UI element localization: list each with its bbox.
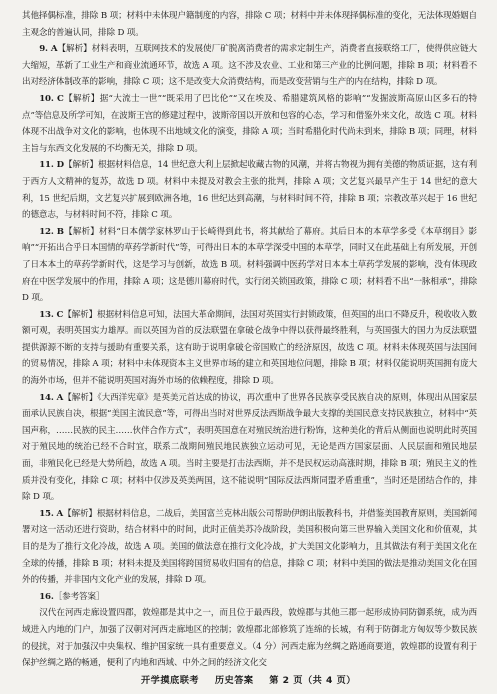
- question-number: 9. A: [39, 44, 58, 55]
- answer-paragraph: [22, 605, 477, 671]
- answer-text: 【解析】材料“日本儒学家林罗山于长崎得到此书，将其献给了幕府。其后日本的本草学多受《本草纲目》影响”“开拓出合乎日本国情的草药学新时代”等，可得出日本的本草学深受中国的本草学，同时又在此基础上有所发展，开创了日本本土的草药学新时代，这是学习与创新，故选 B 项。材料强调中医药学对日本本土草药学发展的影响，没有体现政府在中医学发展中的作用，排除 A 项；这是德川幕府时代，实行闭关锁国政策，排除 C 项；材料看不出“一脉相承”，排除 D 项。: [22, 226, 477, 304]
- answer-item: [22, 589, 477, 606]
- answer-item: [22, 91, 477, 157]
- answer-text: 【解析】《大西洋宪章》是英美元首达成的协议，再次重申了世界各民族享受民族自决的原则，体现出从国家层面承认民族自决，根据“美国主流民意”等，可得出当时对世界反法西斯战争最大支撑的美国民意支持民族独立，材料中“英国声称，……民族的民主……伙伴合作方式”，表明英国意在对殖民统治进行粉饰，这种美化的背后从侧面也说明此时英国对于殖民地的统治已经不合时宜，联系二战期间殖民地民族独立运动可见，无论是西方国家层面、人民层面和殖民地层面，非殖民化已经是大势所趋，故选 A 项。当时主要是打击法西斯，并不是民权运动高涨时期，排除 B 项；殖民主义的性质并没有变化，排除 C 项；材料中仅涉及英美两国，这不能说明“国际反法西斯同盟矛盾重重”，当时还是团结合作的，排除 D 项。: [22, 392, 477, 503]
- answer-text: 其他择偶标准，排除 B 项；材料中未体现户籍制度的内容，排除 C 项；材料中并未体现择偶标准的变化，无法体现婚姻自主观念的普遍认同，排除 D 项。: [22, 11, 477, 38]
- answer-content: [22, 8, 477, 672]
- answer-text: 【解析】根据材料信息，二战后，美国富兰克林出版公司帮助伊朗出版教科书，并借鉴美国教育原则，美国新闻署对这一活动还进行资助，结合材料中的时间，此时正值美苏冷战阶段，美国积极向第三世界输入美国文化和价值观，其目的是为了推行文化冷战，故选 A 项。美国的做法意在推行文化冷战，扩大美国文化影响力，且其做法有利于美国文化在全球的传播，排除 B 项；材料未提及美国将跨国贸易收归国有的信息，排除 C 项；材料中美国的做法是推动美国文化在国外的传播，并非国内文化产业的发展，排除 D 项。: [22, 508, 477, 586]
- answer-item: [22, 506, 477, 589]
- question-number: 12. B: [39, 226, 64, 237]
- answer-item: [22, 157, 477, 223]
- question-number: 13. C: [39, 309, 64, 320]
- answer-text: 【解析】据“大流士一世”“既采用了巴比伦”“又在埃及、希腊建筑风格的影响”“发掘波斯高原山区多石的特点”等信息及所学可知，在波斯王宫的修建过程中，波斯帝国以开放和包容的心态，学习和借鉴外来文化，故选 C 项。材料体现不出战争对文化的影响，也体现不出地域文化的演变，排除 A 项；当时希腊化时代尚未到来，排除 B 项；同理，材料主旨与东西文化发展的不均衡无关，排除 D 项。: [22, 93, 477, 154]
- footer-page-number: 第 2 页（共 4 页）: [269, 675, 356, 686]
- footer-subject: 历史答案: [214, 675, 254, 686]
- answer-paragraph: [22, 8, 477, 41]
- question-number: 15. A: [39, 508, 64, 519]
- question-number: 10. C: [39, 93, 64, 104]
- answer-item: [22, 224, 477, 307]
- answer-text: 【解析】根据材料信息可知，法国大革命期间，法国对英国实行封锁政策，但英国的出口不降反升，税收收入数额可观，表明英国实力雄厚。而以英国为首的反法联盟在拿破仑战争中得以获得最终胜利，与英国强大的国力为反法联盟提供源源不断的支持与援助有重要关系，这有助于说明拿破仑帝国败亡的经济原因，故选 C 项。材料未体现英国与法国间的贸易情况，排除 A 项；材料中未体现资本主义世界市场的建立和英国地位问题，排除 B 项；材料仅能说明英国拥有庞大的海外市场，但并不能说明英国对海外市场的依赖程度，排除 D 项。: [22, 309, 477, 387]
- footer-exam-name: 开学摸底联考: [141, 675, 200, 686]
- answer-item: [22, 41, 477, 91]
- page-footer: [0, 672, 497, 686]
- answer-text: 【解析】材料表明，互联网技术的发展使厂矿脱离消费者的需求定制生产，消费者直接联络工厂，使得供应链大大缩短，革新了工业生产和商业流通环节，故选 A 项。这不涉及农业、工业和第三产业的比例问题，排除 B 项；材料看不出对经济体制改革的影响，排除 C 项；这不是改变大众消费结构，而是改变营销与生产的内在结构，排除 D 项。: [22, 44, 478, 88]
- question-number: 16.: [39, 591, 54, 602]
- answer-text: 【解析】根据材料信息，14 世纪意大利上层掀起收藏古物的风潮，并将古物视为拥有美德的物质证据，这有利于西方人文精神的复苏，故选 D 项。材料中未提及对教会主张的批判，排除 A 项；文艺复兴最早产生于 14 世纪的意大利，15 世纪后期，文艺复兴扩展到欧洲各地，16 世纪达到高潮，与材料时间不符，排除 B 项；宗教改革兴起于 16 世纪的德意志，与材料时间不符，排除 C 项。: [22, 160, 477, 221]
- answer-text: 汉代在河西走廊设置四郡，敦煌郡是其中之一，而且位于最西段，敦煌郡与其他三郡一起形成协同防御系统，成为西域进入内地的门户，加强了汉朝对河西走廊地区的控制；敦煌郡北部修筑了连绵的长城，有利于防御北方匈奴等少数民族的侵扰，对于加强汉中央集权、维护国家统一具有重要意义。（4 分）河西走廊为丝绸之路通商要道，敦煌郡的设置有利于保护丝绸之路的畅通，便利了内地和西域、中外之间的经济文化交: [22, 608, 477, 669]
- question-number: 14. A: [39, 392, 64, 403]
- answer-item: [22, 390, 477, 506]
- question-number: 11. D: [39, 160, 64, 171]
- answer-item: [22, 307, 477, 390]
- answer-text: ［参考答案］: [53, 591, 105, 602]
